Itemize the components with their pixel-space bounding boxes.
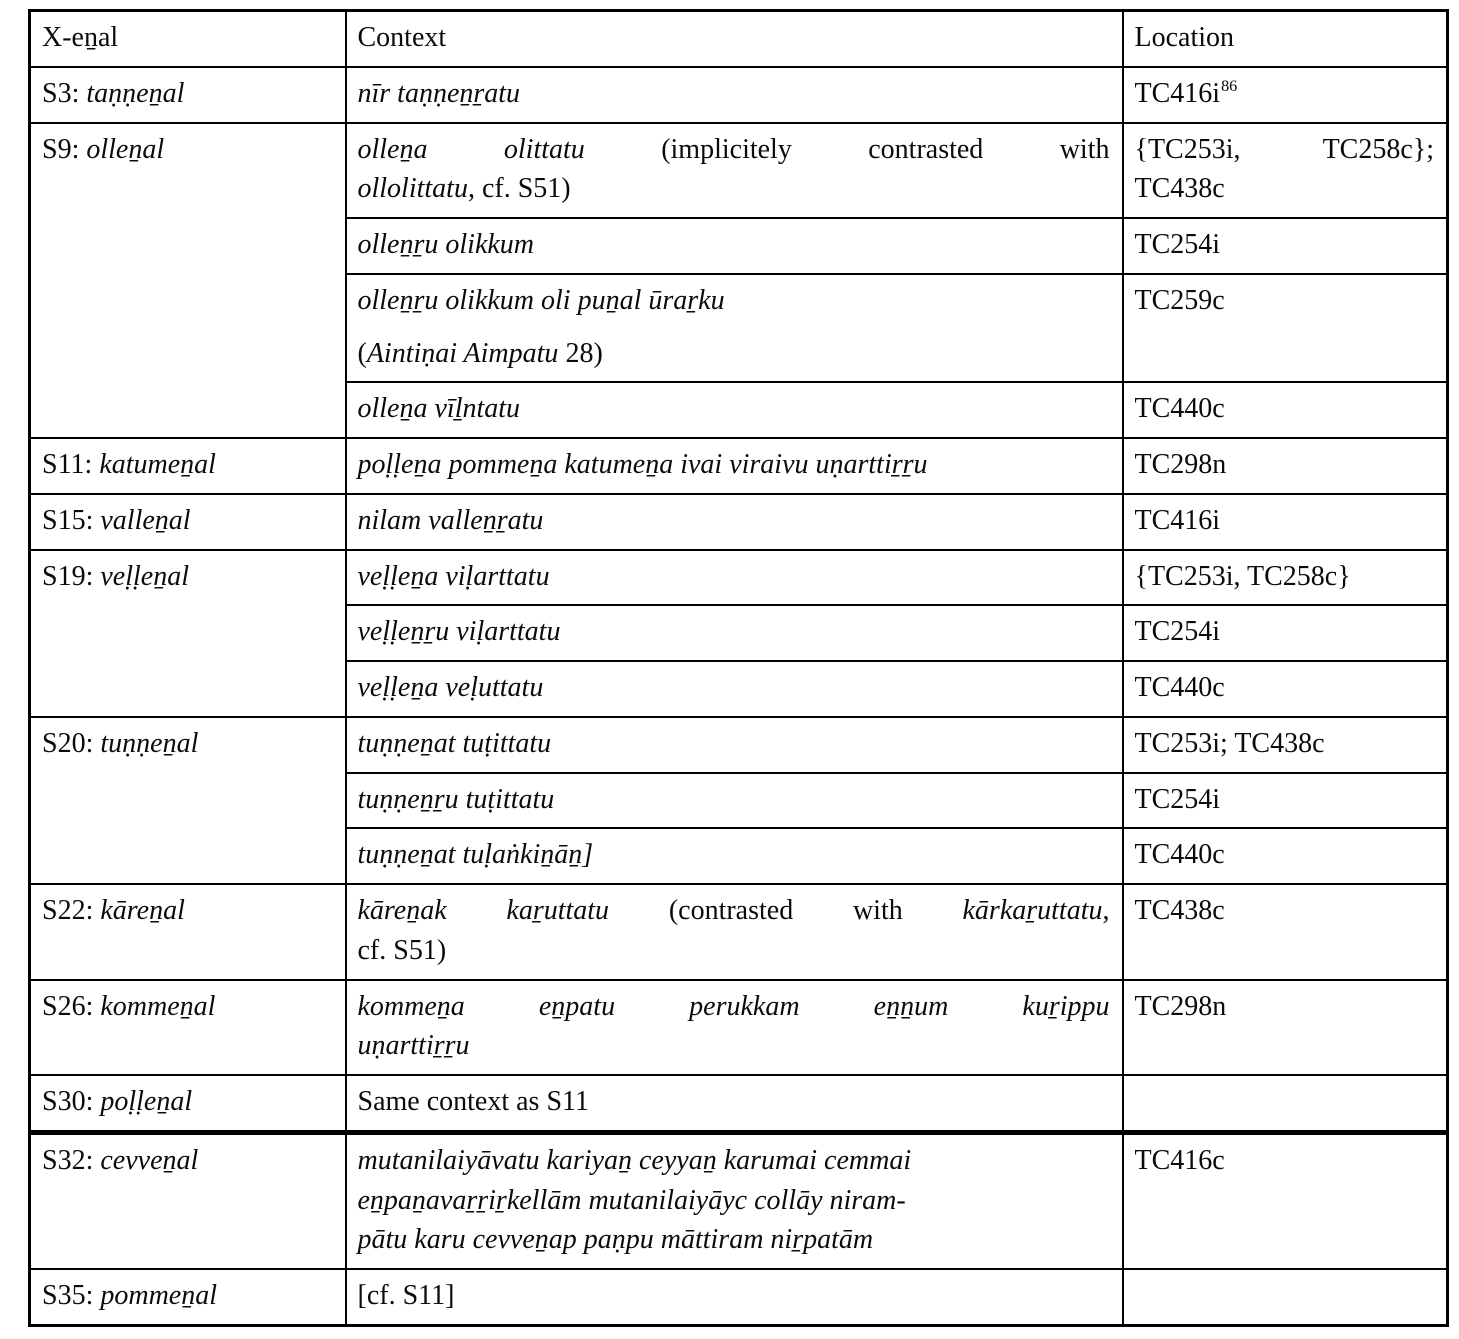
text-line: TC298n [1134,449,1227,480]
text-line: S19: veḷḷeṉal [42,560,189,592]
text-line: tuṇṇeṉat tuṭittatu [357,727,552,759]
text-line: mutanilaiyāvatu kariyaṉ ceyyaṉ karumai cemmai [357,1144,912,1176]
header-cell-location: Location [1123,11,1448,67]
table-row [30,438,1448,494]
text-line: Same context as S11 [357,1086,589,1117]
table-row [30,494,1448,550]
location-cell [1123,980,1448,1076]
xenal-cell [30,884,346,980]
context-cell [346,1075,1123,1132]
text-line: nīr taṇṇeṉṟatu [357,77,521,109]
xenal-cell [30,123,346,439]
table-row [30,1075,1448,1132]
header-row [30,11,1448,67]
context-cell [346,717,1123,773]
xenal-cell [30,1132,346,1269]
table-row [30,1132,1448,1269]
context-cell [346,438,1123,494]
location-cell [1123,605,1448,661]
xenal-cell [30,438,346,494]
text-line: poḷḷeṉa pommeṉa katumeṉa ivai viraivu uṇarttiṟṟu [357,449,928,480]
text-line: S9: olleṉal [42,133,165,165]
context-cell [346,605,1123,661]
text-line: tuṇṇeṉṟu tuṭittatu [357,783,555,815]
text-line: TC254i [1134,616,1221,648]
text-line: tuṇṇeṉat tuḷaṅkiṉāṉ] [357,839,594,871]
text-line: olleṉa vīḻntatu [357,393,521,425]
text-line: TC440c [1134,393,1225,425]
text-line: S30: poḷḷeṉal [42,1086,193,1117]
table-row [30,884,1448,980]
text-line: S15: valleṉal [42,504,191,536]
text-line: uṇarttiṟṟu [357,1030,470,1062]
context-cell [346,1132,1123,1269]
location-cell [1123,218,1448,274]
text-line: $TC416i^{86}$ [1134,77,1238,109]
text-line: ollolittatu, cf. S51) [357,173,571,205]
context-cell [346,274,1123,383]
location-cell [1123,661,1448,717]
text-line: veḷḷeṉa viḷarttatu [357,560,550,592]
xenal-cell [30,550,346,717]
text-line: TC259c [1134,284,1225,316]
text-line: pātu karu cevveṉap paṇpu māttiram niṟpatām [357,1224,874,1256]
text-line: S26: kommeṉal [42,990,216,1022]
location-cell [1123,773,1448,829]
text-line: TC416c [1134,1144,1225,1176]
text-line: veḷḷeṉṟu viḷarttatu [357,616,561,648]
xenal-cell [30,980,346,1076]
location-cell [1123,550,1448,606]
context-cell [346,1269,1123,1325]
text-line: TC416i [1134,504,1221,536]
context-cell [346,382,1123,438]
location-cell [1123,828,1448,884]
context-cell [346,884,1123,980]
table-row [30,123,1448,219]
context-cell [346,494,1123,550]
location-cell [1123,382,1448,438]
text-line: {TC253i, TC258c} [1134,560,1351,592]
location-cell [1123,123,1448,219]
xenal-cell [30,1269,346,1325]
xenal-cell [30,1075,346,1132]
text-line: kāreṉak kaṟuttatu (contrasted with kārkaṟuttatu, [357,895,1110,926]
text-line: TC438c [1134,895,1225,926]
text-line: TC438c [1134,173,1225,205]
context-cell [346,550,1123,606]
table-row [30,717,1448,773]
text-line: TC254i [1134,783,1221,815]
text-line: TC440c [1134,672,1225,703]
context-cell [346,67,1123,123]
text-line: nilam valleṉṟatu [357,504,544,536]
location-cell [1123,1075,1448,1132]
text-line: TC254i [1134,229,1221,260]
text-line: S11: katumeṉal [42,449,216,480]
location-cell [1123,717,1448,773]
text-line: TC253i; TC438c [1134,727,1325,759]
xenal-context-table [28,9,1449,1327]
xenal-cell [30,67,346,123]
location-cell [1123,274,1448,383]
text-line: [cf. S11] [357,1280,455,1311]
text-line: kommeṉa eṉpatu perukkam eṉṉum kuṟippu [357,990,1110,1022]
text-line: S32: cevveṉal [42,1144,199,1176]
context-cell [346,773,1123,829]
table-row [30,1269,1448,1325]
text-line: olleṉṟu olikkum oli puṉal ūraṟku [357,284,725,316]
table-row [30,67,1448,123]
context-cell [346,828,1123,884]
text-line: TC440c [1134,839,1225,871]
text-line: veḷḷeṉa veḷuttatu [357,672,544,703]
text-line: olleṉa olittatu (implicitely contrasted with [357,133,1110,165]
text-line: {TC253i, TC258c}; [1134,133,1434,165]
superscript-note-ref: 86 [1221,77,1238,96]
context-cell [346,980,1123,1076]
context-cell [346,123,1123,219]
text-line: olleṉṟu olikkum [357,229,535,260]
location-cell [1123,884,1448,980]
text-line: TC298n [1134,990,1227,1022]
location-cell [1123,438,1448,494]
xenal-cell [30,717,346,884]
xenal-cell [30,494,346,550]
header-cell-xenal: X-eṉal [30,11,346,67]
text-line: eṉpaṉavaṟṟiṟkellām mutanilaiyāyc collāy niram- [357,1184,906,1216]
text-line: S22: kāreṉal [42,895,185,926]
location-cell [1123,1269,1448,1325]
text-line: (Aintiṇai Aimpatu 28) [357,337,603,369]
location-cell [1123,1132,1448,1269]
table-row [30,980,1448,1076]
context-cell [346,661,1123,717]
text-line: S3: taṇṇeṉal [42,77,185,109]
text-line: cf. S51) [357,934,447,966]
text-line: S20: tuṇṇeṉal [42,727,199,759]
location-cell [1123,67,1448,123]
context-cell [346,218,1123,274]
table-row [30,550,1448,606]
text-line: S35: pommeṉal [42,1280,218,1311]
location-cell [1123,494,1448,550]
header-cell-context: Context [346,11,1123,67]
